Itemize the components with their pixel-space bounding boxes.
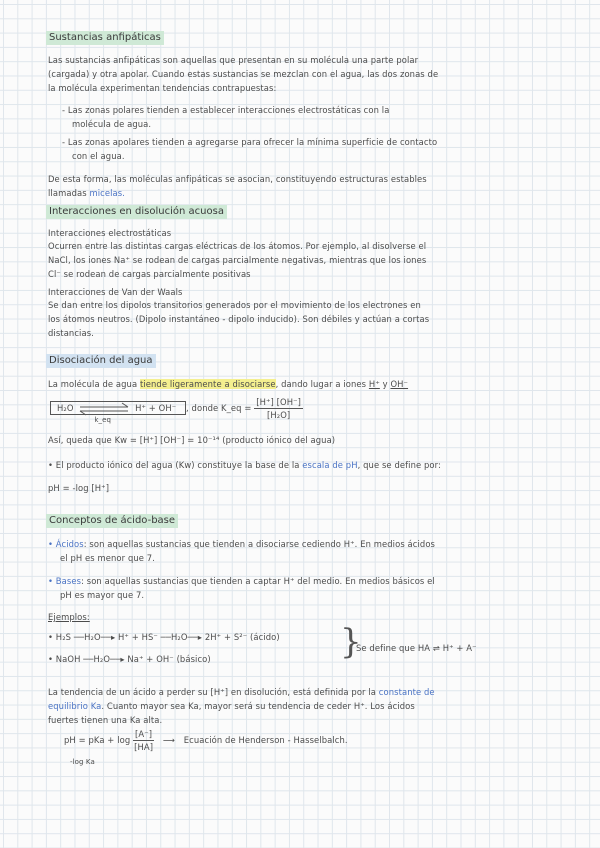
text-line: pH es mayor que 7.	[60, 590, 145, 600]
list-item-cont: con el agua.	[72, 151, 125, 161]
heading-acido-base: Conceptos de ácido-base	[46, 514, 178, 528]
keq-fraction	[254, 396, 303, 421]
text-line: distancias.	[48, 328, 94, 338]
list-item: - Las zonas polares tienden a establecer interacciones electrostáticas con la	[62, 105, 390, 115]
term-constante: constante de	[378, 687, 435, 697]
text-line: NaCl, los iones Na⁺ se rodean de cargas parcialmente negativas, mientras que los iones	[48, 255, 427, 265]
text-span: La molécula de agua	[48, 379, 140, 389]
heading-interacciones: Interacciones en disolución acuosa	[46, 205, 227, 219]
henderson-equation	[64, 728, 348, 753]
eq-left: H₂O	[57, 403, 74, 413]
heading-disociacion: Disociación del agua	[46, 354, 156, 368]
text-span: . Cuanto mayor sea Ka, mayor será su tendencia de ceder H⁺. Los ácidos	[101, 701, 415, 711]
right-arrow-icon: ⟶	[162, 735, 175, 745]
text-span: • El producto iónico del agua (Kw) constituye la base de la	[48, 460, 303, 470]
brace: }	[340, 622, 362, 662]
text-line	[48, 537, 435, 551]
text-span: : son aquellas sustancias que tienden a disociarse cediendo H⁺. En medios ácidos	[83, 539, 436, 549]
subheading: Interacciones de Van der Waals	[48, 287, 183, 297]
eq-donde: , donde K_eq =	[186, 403, 252, 413]
text-line: Cl⁻ se rodean de cargas parcialmente positivas	[48, 269, 251, 279]
text-span: , que se define por:	[357, 460, 441, 470]
hh-name: Ecuación de Henderson - Hasselbalch.	[183, 735, 348, 745]
text-span: Las sustancias anfipáticas son aquellas que presentan en su molécula una parte polar	[48, 55, 419, 65]
pka-note: -log Ka	[70, 758, 95, 766]
term-equilibrio-ka: equilibrio Ka	[48, 701, 102, 711]
text-line: el pH es menor que 7.	[60, 553, 155, 563]
ph-scale-line	[48, 458, 441, 472]
example-naoh: • NaOH ──H₂O──▸ Na⁺ + OH⁻ (básico)	[48, 654, 211, 664]
heading-sustancias-anfipaticas: Sustancias anfipáticas	[46, 31, 164, 45]
text-line	[48, 685, 435, 699]
equilibrium-equation	[50, 396, 303, 424]
hh-prefix: pH = pKa + log	[64, 735, 131, 745]
text-line: Se dan entre los dipolos transitorios generados por el movimiento de los electrones en	[48, 300, 421, 310]
kw-line: Así, queda que Kw = [H⁺] [OH⁻] = 10⁻¹⁴ (producto iónico del agua)	[48, 435, 336, 445]
text-line	[48, 53, 418, 67]
k-label: k_eq	[94, 415, 112, 424]
text-line	[48, 574, 435, 588]
highlight-disociarse: tiende ligeramente a disociarse	[139, 379, 276, 389]
keq-numerator: [H⁺] [OH⁻]	[256, 397, 301, 407]
text-span: llamadas	[48, 188, 90, 198]
text-span: La tendencia de un ácido a perder su [H⁺] en disolución, está definida por la	[48, 687, 379, 697]
ph-formula: pH = -log [H⁺]	[48, 483, 110, 493]
examples-label: Ejemplos:	[48, 612, 90, 622]
list-item-cont: molécula de agua.	[72, 119, 152, 129]
hh-numerator: [A⁻]	[135, 729, 153, 739]
text-line	[48, 699, 415, 713]
ion-oh: OH⁻	[390, 379, 409, 389]
keq-denominator: [H₂O]	[266, 410, 291, 420]
ha-definition: Se define que HA ⇌ H⁺ + A⁻	[356, 643, 477, 653]
eq-right: H⁺ + OH⁻	[135, 403, 177, 413]
text-span: y	[379, 379, 391, 389]
equilibrium-arrow-icon	[76, 402, 132, 424]
text-line: fuertes tienen una Ka alta.	[48, 715, 163, 725]
hh-fraction	[133, 728, 154, 753]
example-h2s: • H₂S ──H₂O──▸ H⁺ + HS⁻ ──H₂O──▸ 2H⁺ + S²⁻ (ácido)	[48, 632, 280, 642]
subheading: Interacciones electrostáticas	[48, 228, 172, 238]
hh-denominator: [HA]	[134, 742, 154, 752]
text-line: (cargada) y otra apolar. Cuando estas sustancias se mezclan con el agua, las dos zonas de	[48, 69, 439, 79]
term-acidos: • Ácidos	[48, 539, 84, 549]
text-span: : son aquellas sustancias que tienden a captar H⁺ del medio. En medios básicos el	[81, 576, 435, 586]
text-line	[48, 377, 408, 391]
term-escala-ph: escala de pH	[302, 460, 358, 470]
boxed-reaction	[50, 401, 186, 424]
list-item: - Las zonas apolares tienden a agregarse para ofrecer la mínima superficie de contacto	[62, 137, 438, 147]
text-line: De esta forma, las moléculas anfipáticas se asocian, constituyendo estructuras estables	[48, 174, 427, 184]
text-line: Ocurren entre las distintas cargas eléctricas de los átomos. Por ejemplo, al disolverse el	[48, 241, 427, 251]
ion-h: H⁺	[368, 379, 380, 389]
text-line	[48, 186, 125, 200]
text-span: , dando lugar a iones	[275, 379, 369, 389]
term-micelas: micelas.	[89, 188, 125, 198]
text-line: la molécula experimentan tendencias contrapuestas:	[48, 83, 277, 93]
text-line: los átomos neutros. (Dipolo instantáneo - dipolo inducido). Son débiles y actúan a cortas	[48, 314, 430, 324]
term-bases: • Bases	[48, 576, 82, 586]
